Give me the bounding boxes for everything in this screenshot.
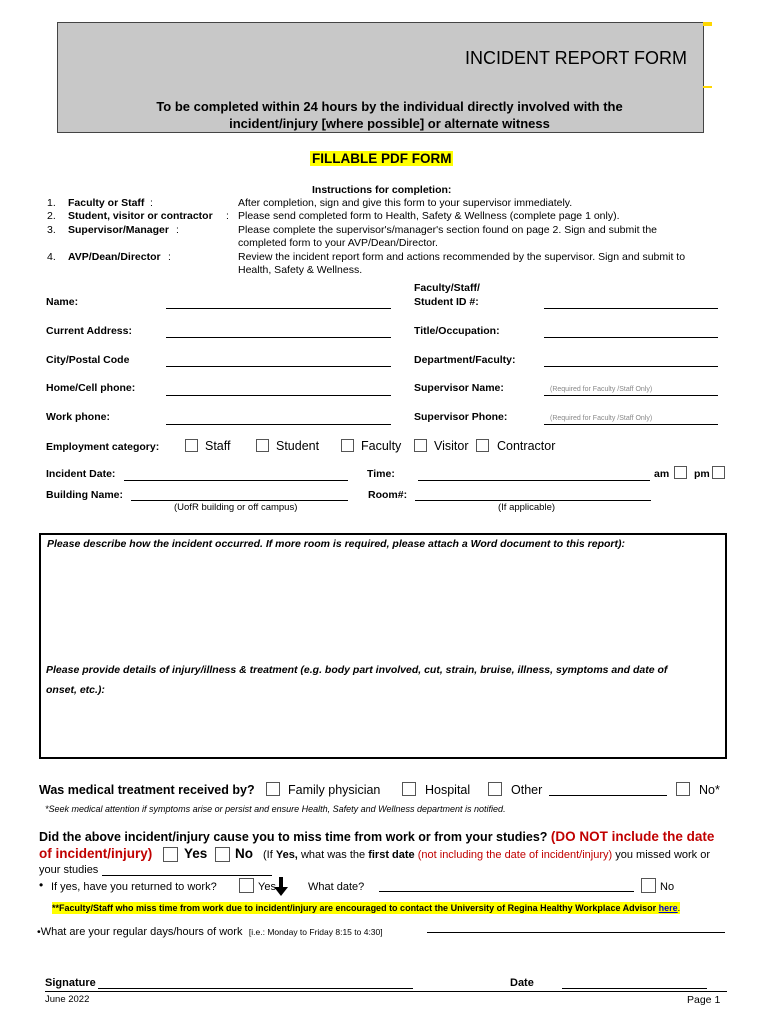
returned-yes-checkbox[interactable]	[239, 878, 254, 893]
pm-label: pm	[694, 468, 710, 480]
title-label: Title/Occupation:	[414, 325, 500, 337]
building-field[interactable]	[131, 500, 348, 501]
instruction-2: 2. Student, visitor or contractor : Please send completed form to Health, Safety & Wellness (complete page 1 only).	[47, 210, 620, 222]
missed-question: Did the above incident/injury cause you to miss time from work or from your studies? (DO NOT include the date	[39, 829, 715, 844]
room-label: Room#:	[368, 489, 408, 501]
supervisor-name-label: Supervisor Name:	[414, 382, 504, 394]
city-label: City/Postal Code	[46, 354, 130, 366]
bullet-icon: •	[39, 878, 44, 892]
employment-label: Employment category:	[46, 441, 160, 453]
other-checkbox[interactable]	[488, 782, 502, 796]
header-accent-mark	[703, 86, 712, 88]
staff-checkbox[interactable]	[185, 439, 198, 452]
pm-checkbox[interactable]	[712, 466, 725, 479]
footer-divider	[45, 991, 727, 992]
first-missed-date-field[interactable]	[102, 875, 272, 876]
arrow-down-icon	[274, 877, 288, 902]
student-checkbox[interactable]	[256, 439, 269, 452]
student-option-label: Student	[276, 439, 320, 453]
hospital-label: Hospital	[425, 783, 471, 797]
name-label: Name:	[46, 296, 79, 308]
no-treatment-checkbox[interactable]	[676, 782, 690, 796]
supervisor-phone-field[interactable]	[544, 424, 718, 425]
address-field[interactable]	[166, 337, 391, 338]
department-field[interactable]	[544, 366, 718, 367]
revision-date: June 2022	[45, 994, 90, 1005]
supervisor-phone-label: Supervisor Phone:	[414, 411, 508, 423]
injury-prompt-2: onset, etc.):	[46, 684, 105, 696]
room-note: (If applicable)	[498, 502, 556, 513]
time-label: Time:	[367, 468, 395, 480]
date-label: Date	[510, 977, 534, 989]
supervisor-name-field[interactable]	[544, 395, 718, 396]
signature-label: Signature	[45, 977, 96, 989]
description-box[interactable]	[39, 533, 727, 759]
time-field[interactable]	[418, 480, 650, 481]
advisor-note: **Faculty/Staff who miss time from work due to incident/injury are encouraged to contact the University of Regina Healthy Workplace Advisor here.	[52, 903, 681, 913]
visitor-option-label: Visitor	[434, 439, 469, 453]
form-title: INCIDENT REPORT FORM	[464, 48, 688, 68]
regular-hours-field[interactable]	[427, 932, 725, 933]
returned-question: If yes, have you returned to work?	[51, 881, 217, 893]
returned-no-label: No	[660, 881, 675, 893]
am-checkbox[interactable]	[674, 466, 687, 479]
incident-date-field[interactable]	[124, 480, 348, 481]
signature-field[interactable]	[98, 988, 413, 989]
missed-yes-label: Yes	[184, 846, 208, 861]
city-field[interactable]	[166, 366, 391, 367]
injury-prompt-1: Please provide details of injury/illness & treatment (e.g. body part involved, cut, strain, bruise, illness, symptoms and date of	[46, 664, 668, 676]
instructions-heading: Instructions for completion:	[312, 184, 452, 196]
contractor-option-label: Contractor	[497, 439, 556, 453]
return-date-field[interactable]	[379, 891, 634, 892]
room-field[interactable]	[415, 500, 651, 501]
description-prompt: Please describe how the incident occurred. If more room is required, please attach a Word document to this report):	[47, 538, 626, 550]
family-physician-label: Family physician	[288, 783, 381, 797]
name-field[interactable]	[166, 308, 391, 309]
supervisor-name-note: (Required for Faculty /Staff Only)	[550, 386, 653, 393]
if-yes-text: (If Yes, what was the first date (not including the date of incident/injury) you missed work or	[263, 849, 711, 861]
missed-yes-checkbox[interactable]	[163, 847, 178, 862]
faculty-id-label-2: Student ID #:	[414, 296, 479, 308]
building-label: Building Name:	[46, 489, 124, 501]
building-note: (UofR building or off campus)	[174, 502, 298, 513]
address-label: Current Address:	[46, 325, 132, 337]
fillable-label: FILLABLE PDF FORM	[312, 151, 452, 166]
medical-question: Was medical treatment received by?	[39, 783, 255, 797]
header-accent-bar	[703, 22, 712, 26]
other-field[interactable]	[549, 795, 667, 796]
instruction-4: 4. AVP/Dean/Director : Review the incident report form and actions recommended by the supervisor. Sign and submit to Health, Safety & Wellness.	[47, 251, 686, 276]
am-label: am	[654, 468, 670, 480]
contractor-checkbox[interactable]	[476, 439, 489, 452]
instruction-1: 1. Faculty or Staff : After completion, sign and give this form to your supervisor immediately.	[47, 197, 573, 209]
medical-note: *Seek medical attention if symptoms arise or persist and ensure Health, Safety and Wellness department is notified.	[45, 804, 506, 814]
instruction-3: 3. Supervisor/Manager : Please complete the supervisor's/manager's section found on page 2. Sign and submit the completed form to your AVP/Dean/Director.	[47, 224, 658, 249]
subtitle-line-2: incident/injury [where possible] or alternate witness	[229, 116, 550, 131]
what-date-label: What date?	[308, 881, 365, 893]
missed-no-checkbox[interactable]	[215, 847, 230, 862]
missed-no-label: No	[235, 846, 253, 861]
home-phone-label: Home/Cell phone:	[46, 382, 136, 394]
regular-hours: •What are your regular days/hours of work [i.e.: Monday to Friday 8:15 to 4:30]	[37, 926, 383, 938]
faculty-checkbox[interactable]	[341, 439, 354, 452]
faculty-id-label-1: Faculty/Staff/	[414, 282, 480, 294]
work-phone-label: Work phone:	[46, 411, 110, 423]
incident-date-label: Incident Date:	[46, 468, 116, 480]
staff-option-label: Staff	[205, 439, 231, 453]
studies-label: your studies	[39, 864, 99, 876]
faculty-option-label: Faculty	[361, 439, 402, 453]
department-label: Department/Faculty:	[414, 354, 516, 366]
page-number: Page 1	[687, 994, 721, 1006]
missed-question-cont: of incident/injury)	[39, 846, 153, 861]
here-link[interactable]: here	[658, 903, 678, 913]
home-phone-field[interactable]	[166, 395, 391, 396]
other-label: Other	[511, 783, 543, 797]
hospital-checkbox[interactable]	[402, 782, 416, 796]
student-id-field[interactable]	[544, 308, 718, 309]
no-treatment-label: No*	[699, 783, 720, 797]
family-physician-checkbox[interactable]	[266, 782, 280, 796]
visitor-checkbox[interactable]	[414, 439, 427, 452]
returned-no-checkbox[interactable]	[641, 878, 656, 893]
title-field[interactable]	[544, 337, 718, 338]
supervisor-phone-note: (Required for Faculty /Staff Only)	[550, 415, 653, 422]
signature-date-field[interactable]	[562, 988, 707, 989]
returned-yes-label: Yes	[258, 881, 276, 893]
subtitle-line-1: To be completed within 24 hours by the individual directly involved with the	[156, 99, 623, 114]
work-phone-field[interactable]	[166, 424, 391, 425]
